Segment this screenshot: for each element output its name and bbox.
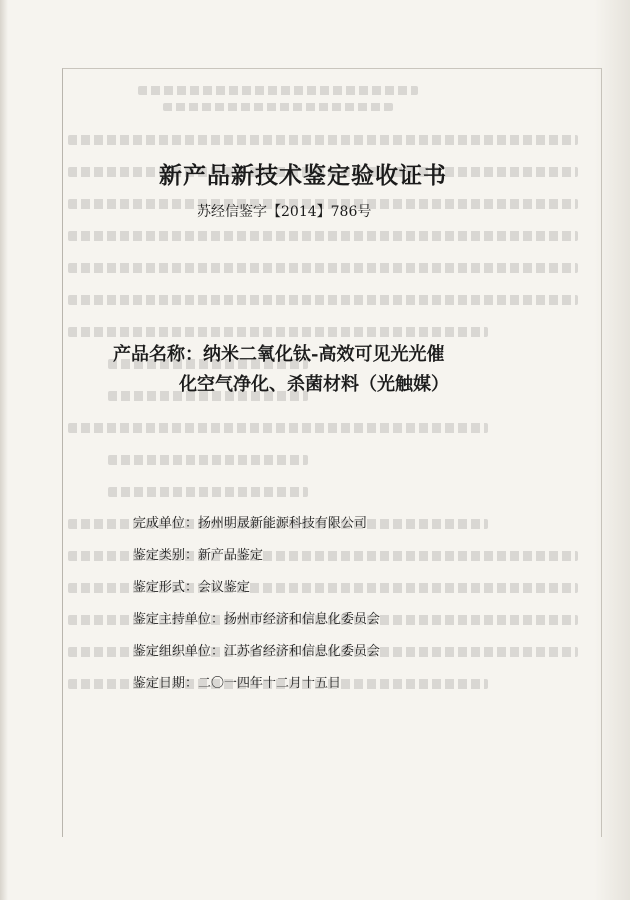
document-number: 苏经信鉴字【2014】786号 [197,204,372,220]
field-organizing-unit [133,640,583,659]
field-label: 鉴定类别： [133,548,199,563]
field-label: 鉴定日期： [133,676,199,691]
field-value: 新产品鉴定 [198,548,264,563]
field-label: 完成单位： [133,516,199,531]
field-label: 鉴定主持单位： [133,612,225,627]
certificate-fields [133,512,583,704]
field-appraisal-form [133,576,583,595]
field-value: 会议鉴定 [198,580,251,595]
product-label: 产品名称： [113,344,203,365]
field-value: 扬州明晟新能源科技有限公司 [198,516,368,531]
product-name-line2: 化空气净化、杀菌材料（光触媒） [179,374,449,395]
field-label: 鉴定组织单位： [133,644,225,659]
scan-edge-left [0,0,8,900]
field-presiding-unit [133,608,583,627]
document-title: 新产品新技术鉴定验收证书 [159,162,447,189]
product-name-block [113,340,583,400]
field-completion-unit [133,512,583,531]
field-value: 二〇一四年十二月十五日 [198,676,342,691]
field-value: 扬州市经济和信息化委员会 [224,612,381,627]
field-appraisal-date [133,672,583,691]
field-label: 鉴定形式： [133,580,199,595]
field-appraisal-category [133,544,583,563]
product-name-line1: 纳米二氧化钛-高效可见光光催 [203,344,445,365]
field-value: 江苏省经济和信息化委员会 [224,644,381,659]
